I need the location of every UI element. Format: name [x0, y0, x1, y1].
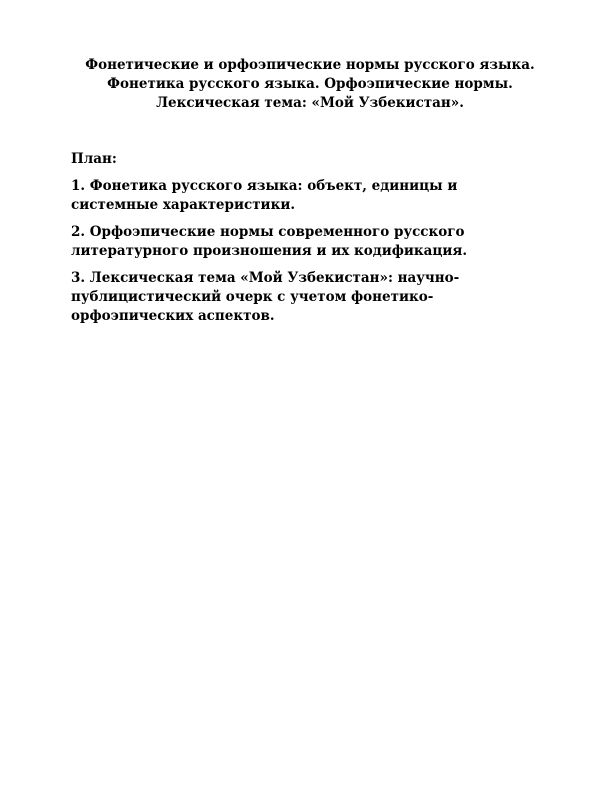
plan-item-line: литературного произношения и их кодификация.	[71, 243, 468, 259]
plan-item-line: системные характеристики.	[71, 197, 296, 213]
plan-item-3	[71, 269, 551, 326]
plan-heading: План:	[71, 151, 117, 167]
plan-item-line: 2. Орфоэпические нормы современного русского	[71, 224, 465, 240]
plan-section	[71, 150, 551, 334]
plan-item-line: публицистический очерк с учетом фонетико-	[71, 289, 434, 305]
document-title	[60, 56, 560, 113]
title-line-2: Фонетика русского языка. Орфоэпические нормы.	[107, 76, 513, 92]
plan-item-line: 1. Фонетика русского языка: объект, единицы и	[71, 178, 458, 194]
plan-item-1	[71, 177, 551, 215]
plan-item-line: орфоэпических аспектов.	[71, 308, 275, 324]
plan-item-2	[71, 223, 551, 261]
title-line-3: Лексическая тема: «Мой Узбекистан».	[156, 95, 464, 111]
plan-item-line: 3. Лексическая тема «Мой Узбекистан»: научно-	[71, 270, 460, 286]
title-line-1: Фонетические и орфоэпические нормы русского языка.	[85, 57, 535, 73]
